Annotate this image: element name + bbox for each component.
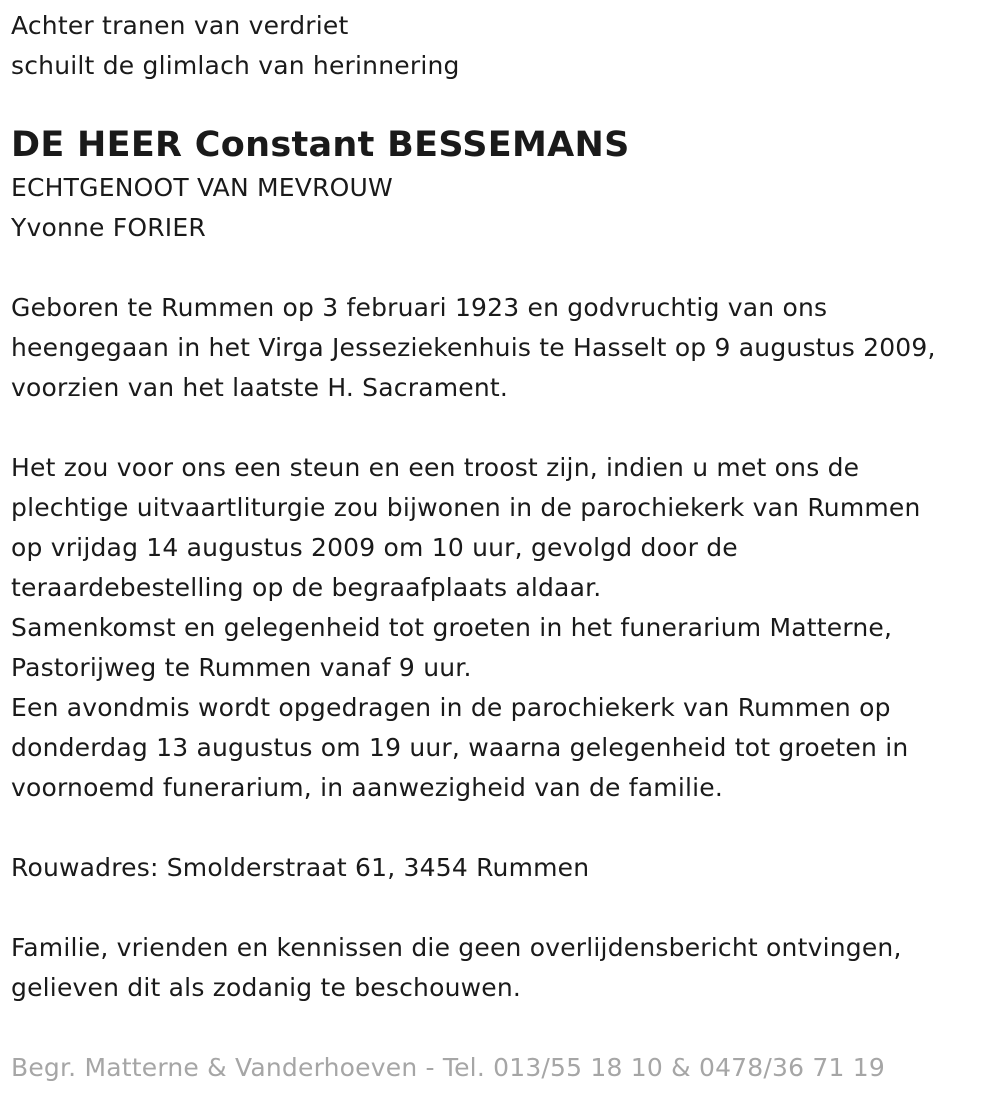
paragraph-line: Pastorijweg te Rummen vanaf 9 uur. <box>11 653 472 682</box>
paragraph-line: Samenkomst en gelegenheid tot groeten in het funerarium Matterne, <box>11 613 893 642</box>
mourning-address: Rouwadres: Smolderstraat 61, 3454 Rummen <box>11 853 590 882</box>
paragraph-line: op vrijdag 14 augustus 2009 om 10 uur, gevolgd door de <box>11 533 738 562</box>
motto <box>11 6 991 86</box>
paragraph-line: voorzien van het laatste H. Sacrament. <box>11 373 509 402</box>
paragraph-line: donderdag 13 augustus om 19 uur, waarna gelegenheid tot groeten in <box>11 733 909 762</box>
spacer <box>11 808 991 848</box>
paragraph-line: heengegaan in het Virga Jesseziekenhuis te Hasselt op 9 augustus 2009, <box>11 333 936 362</box>
obituary-notice <box>11 6 991 1088</box>
paragraph-line: Een avondmis wordt opgedragen in de parochiekerk van Rummen op <box>11 693 891 722</box>
spouse-name: Yvonne FORIER <box>11 213 206 242</box>
deceased-name: DE HEER Constant BESSEMANS <box>11 125 630 165</box>
birth-death-paragraph <box>11 288 991 408</box>
spacer <box>11 408 991 448</box>
paragraph-line: Het zou voor ons een steun en een troost zijn, indien u met ons de <box>11 453 860 482</box>
paragraph-line: Familie, vrienden en kennissen die geen overlijdensbericht ontvingen, <box>11 933 902 962</box>
paragraph-line: Geboren te Rummen op 3 februari 1923 en godvruchtig van ons <box>11 293 828 322</box>
paragraph-line: plechtige uitvaartliturgie zou bijwonen in de parochiekerk van Rummen <box>11 493 921 522</box>
funeral-home-footer: Begr. Matterne & Vanderhoeven - Tel. 013/55 18 10 & 0478/36 71 19 <box>11 1053 885 1082</box>
motto-line: schuilt de glimlach van herinnering <box>11 51 460 80</box>
relation-label: ECHTGENOOT VAN MEVROUW <box>11 173 393 202</box>
spacer <box>11 888 991 928</box>
spacer <box>11 1008 991 1048</box>
paragraph-line: teraardebestelling op de begraafplaats aldaar. <box>11 573 602 602</box>
paragraph-line: voornoemd funerarium, in aanwezigheid van de familie. <box>11 773 724 802</box>
spacer <box>11 248 991 288</box>
paragraph-line: gelieven dit als zodanig te beschouwen. <box>11 973 522 1002</box>
funeral-paragraph <box>11 448 991 808</box>
motto-line: Achter tranen van verdriet <box>11 11 349 40</box>
notice-paragraph <box>11 928 991 1008</box>
